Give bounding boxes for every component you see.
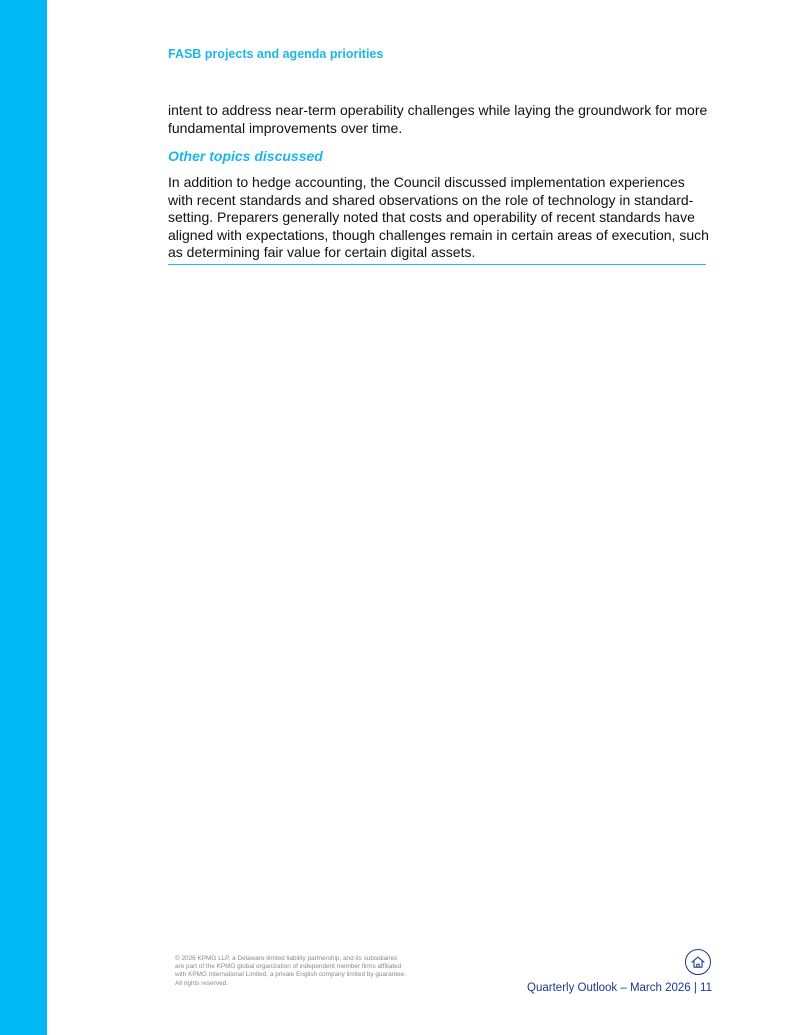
- home-icon: [690, 955, 706, 969]
- publication-page-label: Quarterly Outlook – March 2026 | 11: [527, 982, 712, 994]
- section-header-title: FASB projects and agenda priorities: [168, 47, 384, 61]
- copyright-line: © 2026 KPMG LLP, a Delaware limited liability partnership, and its subsidiaries: [175, 955, 398, 962]
- copyright-notice: [175, 955, 475, 988]
- continued-paragraph: intent to address near-term operability challenges while laying the groundwork for more fundamental improvements over time.: [168, 102, 708, 136]
- other-topics-paragraph: In addition to hedge accounting, the Council discussed implementation experiences with recent standards and shared observations on the role of technology in standard-setting. Preparers generally noted that costs and operability of recent standards have aligned with expectations, though challenges remain in certain areas of execution, such as determining fair value for certain digital assets.: [168, 174, 709, 260]
- side-color-band: [0, 0, 47, 1035]
- copyright-line: are part of the KPMG global organization of independent member firms affiliated: [175, 963, 402, 971]
- other-topics-subheading: Other topics discussed: [168, 148, 323, 164]
- section-divider: [168, 264, 706, 265]
- copyright-line: with KPMG International Limited, a private English company limited by guarantee.: [175, 971, 406, 979]
- home-button[interactable]: [685, 949, 711, 975]
- copyright-line: All rights reserved.: [175, 979, 228, 987]
